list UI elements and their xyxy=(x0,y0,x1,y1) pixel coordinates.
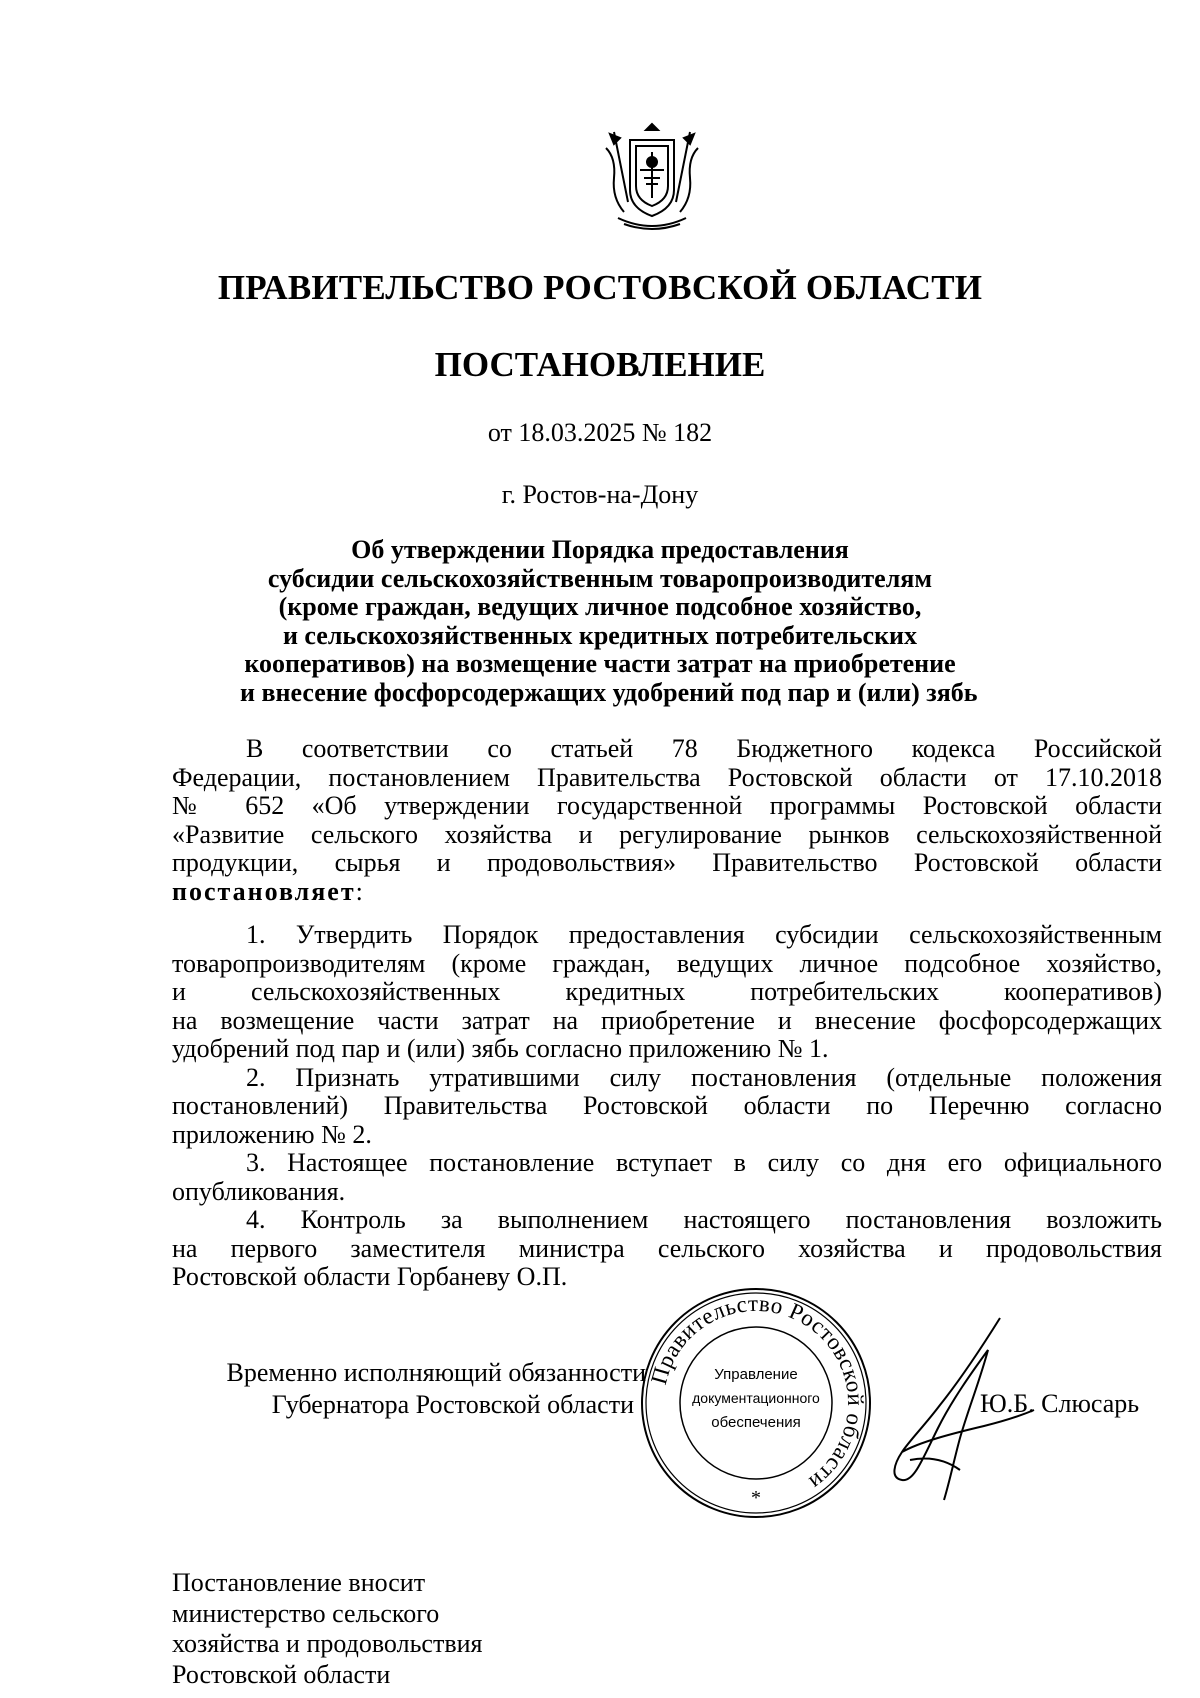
subject-line: и сельскохозяйственных кредитных потребительских xyxy=(282,620,918,650)
document-city: г. Ростов-на-Дону xyxy=(501,480,699,509)
decree-word: постановляет xyxy=(172,876,356,906)
item-line: постановлений) Правительства Ростовской области по Перечню согласно xyxy=(172,1091,1162,1120)
paragraph-line: № 652 «Об утверждении государственной программы Ростовской области xyxy=(172,791,1162,820)
seal-ring-text: Правительство Ростовской области xyxy=(646,1290,869,1496)
footer-line: Ростовской области xyxy=(172,1659,391,1689)
document-subject xyxy=(240,535,978,707)
item-line: и сельскохозяйственных кредитных потребительских кооперативов) xyxy=(172,977,1162,1006)
paragraph-line: «Развитие сельского хозяйства и регулирование рынков сельскохозяйственной xyxy=(172,819,1162,849)
item-line: на первого заместителя министра сельского хозяйства и продовольствия xyxy=(172,1233,1162,1263)
official-seal xyxy=(638,1285,874,1521)
footer-note xyxy=(172,1568,482,1690)
document-date-number: от 18.03.2025 № 182 xyxy=(487,418,713,447)
item-line: удобрений под пар и (или) зябь согласно приложению № 1. xyxy=(172,1034,829,1063)
subject-line: Об утверждении Порядка предоставления xyxy=(351,535,849,564)
signer-position xyxy=(186,1357,646,1421)
subject-line: кооперативов) на возмещение части затрат на приобретение xyxy=(244,649,956,678)
decree-punct: : xyxy=(355,876,363,906)
seal-star: * xyxy=(751,1487,761,1509)
item-line: 1. Утвердить Порядок предоставления субсидии сельскохозяйственным xyxy=(246,920,1162,949)
item-line: Ростовской области Горбаневу О.П. xyxy=(172,1262,568,1291)
paragraph-line: продукции, сырья и продовольствия» Правительство Ростовской области xyxy=(172,848,1162,877)
signer-position-line: Временно исполняющий обязанности xyxy=(226,1358,646,1387)
footer-line: министерство сельского xyxy=(172,1598,440,1628)
seal-center-line: Управление xyxy=(714,1366,798,1383)
resolution-items xyxy=(172,921,1162,1292)
organization-title: ПРАВИТЕЛЬСТВО РОСТОВСКОЙ ОБЛАСТИ xyxy=(217,268,983,307)
signer-name: Ю.Б. Слюсарь xyxy=(980,1389,1140,1418)
coat-of-arms-emblem xyxy=(600,118,704,232)
paragraph-line: Федерации, постановлением Правительства Ростовской области от 17.10.2018 xyxy=(172,762,1162,792)
item-line: товаропроизводителям (кроме граждан, ведущих личное подсобное хозяйство, xyxy=(172,948,1162,978)
item-line: приложению № 2. xyxy=(172,1119,372,1149)
item-line: опубликования. xyxy=(172,1176,346,1206)
subject-line: субсидии сельскохозяйственным товаропроизводителям xyxy=(267,563,933,593)
footer-line: Постановление вносит xyxy=(172,1568,426,1597)
item-line: 4. Контроль за выполнением настоящего постановления возложить xyxy=(246,1205,1162,1234)
subject-line: и внесение фосфорсодержащих удобрений под пар и (или) зябь xyxy=(240,677,978,707)
item-line: на возмещение части затрат на приобретение и внесение фосфорсодержащих xyxy=(172,1005,1162,1035)
item-line: 2. Признать утратившими силу постановления (отдельные положения xyxy=(246,1062,1162,1092)
seal-center-line: обеспечения xyxy=(711,1414,801,1431)
item-line: 3. Настоящее постановление вступает в силу со дня его официального xyxy=(246,1148,1162,1177)
signer-position-line: Губернатора Ростовской области xyxy=(271,1390,634,1419)
footer-line: хозяйства и продовольствия xyxy=(172,1629,483,1658)
seal-center-line: документационного xyxy=(692,1390,820,1406)
preamble-paragraph xyxy=(172,735,1162,906)
paragraph-line: В соответствии со статьей 78 Бюджетного кодекса Российской xyxy=(246,734,1162,763)
subject-line: (кроме граждан, ведущих личное подсобное хозяйство, xyxy=(278,592,922,621)
decree-line xyxy=(172,878,1162,907)
document-type: ПОСТАНОВЛЕНИЕ xyxy=(434,345,766,384)
